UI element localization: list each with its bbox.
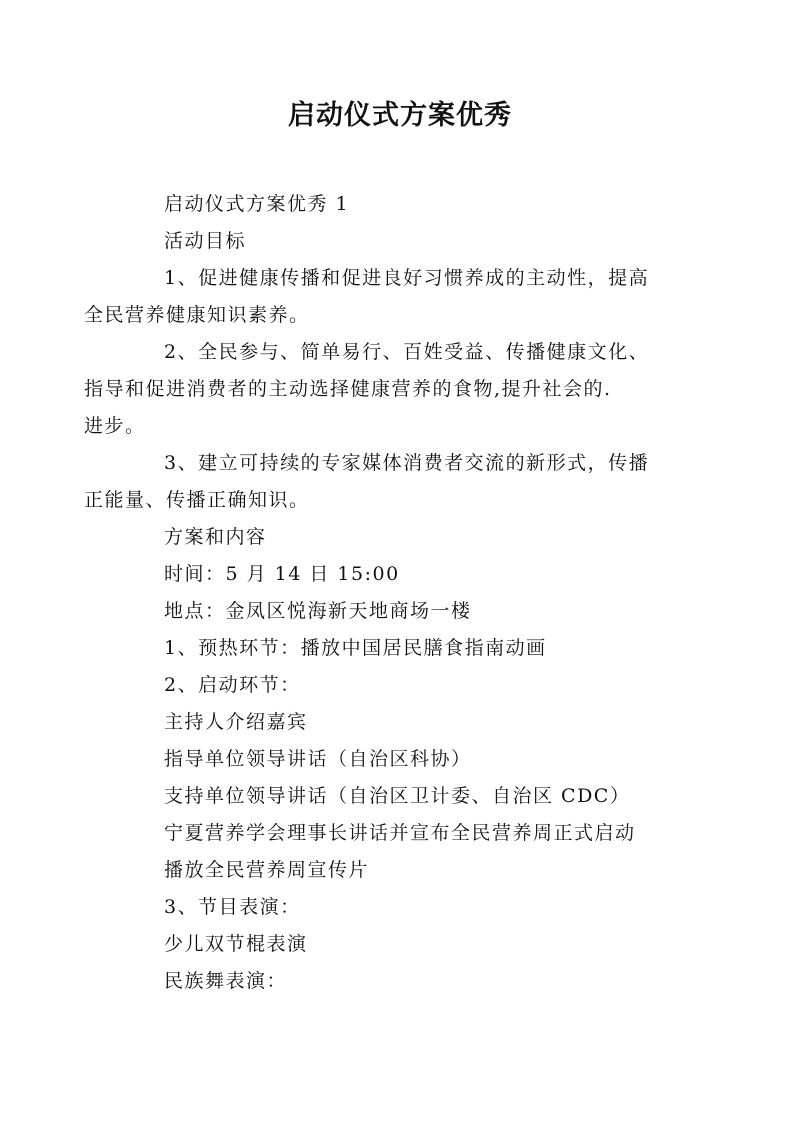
text-line: 宁夏营养学会理事长讲话并宣布全民营养周正式启动: [164, 822, 636, 844]
text-line: 方案和内容: [164, 526, 267, 548]
text-line: 2、启动环节：: [164, 674, 301, 696]
text-line: 活动目标: [164, 230, 247, 252]
text-line: 1、预热环节：播放中国居民膳食指南动画: [164, 637, 547, 659]
text-line: 指导单位领导讲话（自治区科协）: [164, 748, 472, 770]
text-line: 少儿双节棍表演: [164, 933, 308, 955]
paragraph-warmup: [124, 630, 680, 667]
text-line: 启动仪式方案优秀 1: [164, 193, 350, 215]
paragraph-goal-2: [84, 334, 680, 445]
text-line: 主持人介绍嘉宾: [164, 711, 308, 733]
text-line: 指导和促进消费者的主动选择健康营养的食物,提升社会的.: [84, 378, 612, 400]
paragraph-nunchaku: [124, 926, 680, 963]
text-line: 3、节目表演：: [164, 896, 301, 918]
paragraph-launch: [124, 667, 680, 704]
paragraph-goal-3: [84, 445, 680, 519]
text-line: 正能量、传播正确知识。: [84, 489, 310, 511]
paragraph-performance: [124, 889, 680, 926]
text-line: 地点：金凤区悦海新天地商场一楼: [164, 600, 472, 622]
paragraph-folk-dance: [124, 963, 680, 1000]
text-line: 进步。: [84, 415, 146, 437]
text-line: 3、建立可持续的专家媒体消费者交流的新形式，传播: [164, 452, 650, 474]
paragraph-promo-video: [124, 852, 680, 889]
document-body: [84, 186, 680, 1000]
text-line: 播放全民营养周宣传片: [164, 859, 370, 881]
text-line: 民族舞表演：: [164, 970, 288, 992]
text-line: 全民营养健康知识素养。: [84, 304, 310, 326]
paragraph-plan-content: [124, 519, 680, 556]
paragraph-time: [124, 556, 680, 593]
text-line: 2、全民参与、简单易行、百姓受益、传播健康文化、: [164, 341, 650, 363]
text-line: 1、促进健康传播和促进良好习惯养成的主动性，提高: [164, 267, 650, 289]
paragraph-location: [124, 593, 680, 630]
paragraph-society-speech: [124, 815, 680, 852]
paragraph-host: [124, 704, 680, 741]
text-line: 时间：5 月 14 日 15:00: [164, 563, 400, 585]
text-line: 支持单位领导讲话（自治区卫计委、自治区 CDC）: [164, 785, 631, 807]
paragraph-guide-speech: [124, 741, 680, 778]
paragraph-goal-1: [84, 260, 680, 334]
paragraph-heading-1: [124, 186, 680, 223]
paragraph-support-speech: [124, 778, 680, 815]
document-title: 启动仪式方案优秀: [288, 100, 512, 131]
paragraph-activity-goal: [124, 223, 680, 260]
